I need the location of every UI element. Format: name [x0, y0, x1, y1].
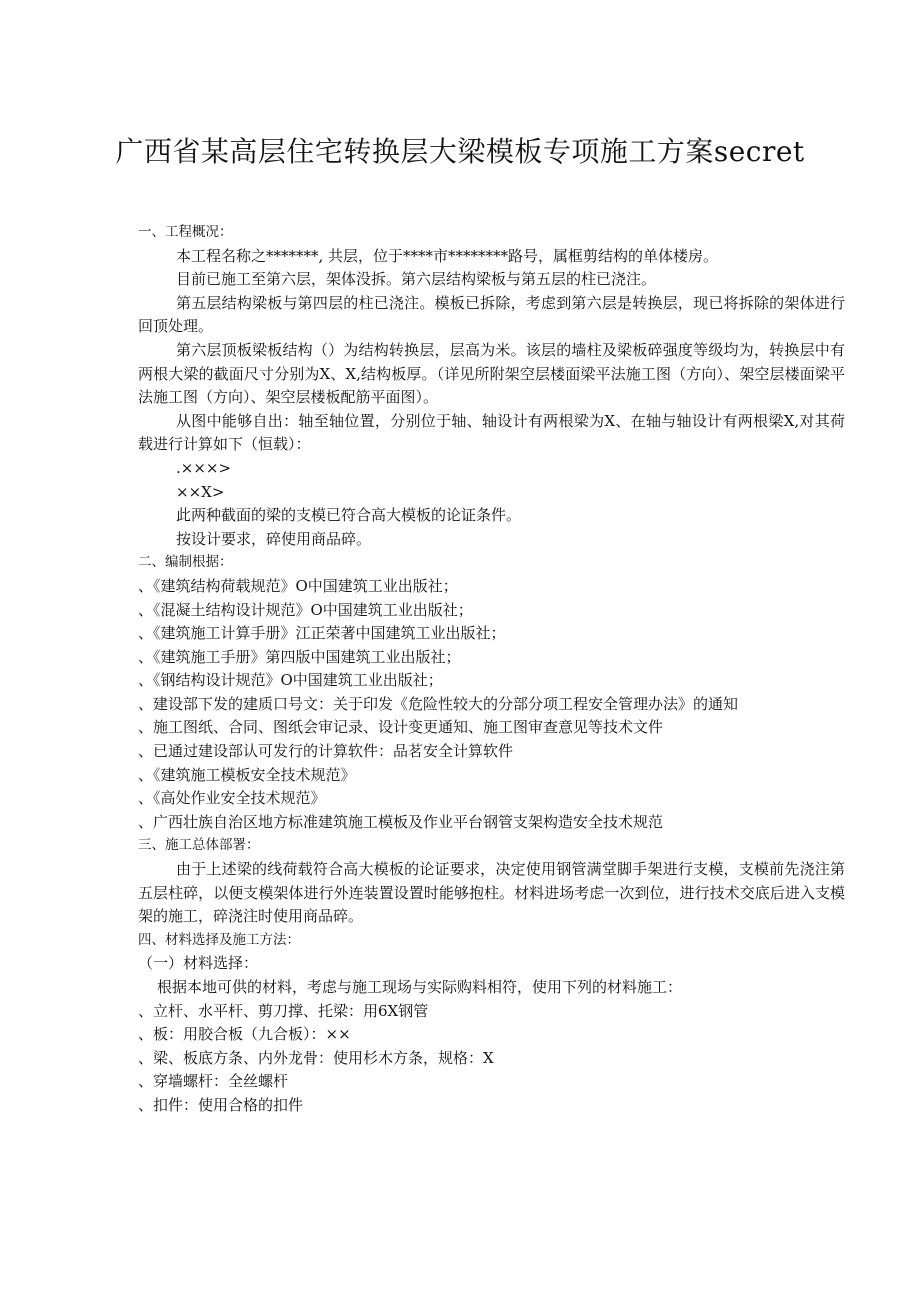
- paragraph: 目前已施工至第六层，架体没拆。第六层结构梁板与第五层的柱已浇注。: [176, 270, 657, 289]
- list-item: 、建设部下发的建质口号文：关于印发《危险性较大的分部分项工程安全管理办法》的通知: [138, 694, 739, 713]
- document-title: 广西省某高层住宅转换层大梁模板专项施工方案secret: [115, 135, 805, 168]
- list-item: 、《建筑施工手册》第四版中国建筑工业出版社；: [138, 647, 461, 666]
- paragraph: 第六层顶板梁板结构（）为结构转换层，层高为米。该层的墙柱及梁板碎强度等级均为，转换层中有两根大梁的截面尺寸分别为X、X,结构板厚。（详见所附架空层楼面梁平法施工图（方向）、架空层楼面梁平法施工图（方向）、架空层楼板配筋平面图）。: [138, 340, 845, 407]
- list-item: 、立杆、水平杆、剪刀撑、托梁：用6X钢管: [138, 1001, 429, 1020]
- section-heading: 四、材料选择及施工方法：: [138, 931, 300, 948]
- list-item: 、《建筑施工计算手册》江正荣著中国建筑工业出版社；: [138, 624, 506, 643]
- paragraph: 此两种截面的梁的支模已符合高大模板的论证条件。: [176, 506, 522, 525]
- formula-line: ××X>: [176, 482, 225, 501]
- list-item: 、《建筑施工模板安全技术规范》: [138, 765, 356, 784]
- list-item: 、已通过建设部认可发行的计算软件：品茗安全计算软件: [138, 742, 514, 761]
- section-heading: 一、工程概况：: [138, 224, 233, 240]
- list-item: 、《钢结构设计规范》O中国建筑工业出版社；: [138, 671, 443, 690]
- paragraph: 第五层结构梁板与第四层的柱已浇注。模板已拆除，考虑到第六层是转换层，现已将拆除的架体进行回顶处理。: [138, 293, 845, 336]
- list-item: 、梁、板底方条、内外龙骨：使用杉木方条，规格：X: [138, 1048, 494, 1067]
- list-item: 、穿墙螺杆：全丝螺杆: [138, 1072, 289, 1091]
- list-item: 、施工图纸、合同、图纸会审记录、设计变更通知、施工图审查意见等技术文件: [138, 718, 664, 737]
- section-heading: 二、编制根据：: [138, 554, 233, 571]
- document-body: [138, 221, 845, 1118]
- paragraph: 根据本地可供的材料，考虑与施工现场与实际购料相符，使用下列的材料施工：: [157, 978, 683, 996]
- list-item: 、板：用胶合板（九合板）：××: [138, 1025, 351, 1044]
- paragraph: 由于上述梁的线荷载符合高大模板的论证要求，决定使用钢管满堂脚手架进行支模，支模前先浇注第五层柱碎，以便支模架体进行外连装置设置时能够抱柱。材料进场考虑一次到位，进行技术交底后进入支模架的施工，碎浇注时使用商品碎。: [138, 860, 845, 926]
- list-item: 、《混凝土结构设计规范》O中国建筑工业出版社；: [138, 600, 473, 619]
- list-item: 、扣件：使用合格的扣件: [138, 1095, 304, 1114]
- list-item: 、广西壮族自治区地方标准建筑施工模板及作业平台钢管支架构造安全技术规范: [138, 812, 664, 831]
- list-item: 、《高处作业安全技术规范》: [138, 789, 326, 808]
- section-heading: 三、施工总体部署：: [138, 837, 260, 854]
- paragraph: 按设计要求，碎使用商品碎。: [176, 529, 372, 548]
- paragraph: 从图中能够自出：轴至轴位置，分别位于轴、轴设计有两根梁为X、在轴与轴设计有两根梁X,对其荷载进行计算如下（恒载）：: [138, 411, 845, 454]
- subsection-heading: （一）材料选择：: [138, 954, 259, 973]
- paragraph: 本工程名称之*******, 共层，位于****市********路号，属框剪结构的单体楼房。: [176, 246, 719, 265]
- list-item: 、《建筑结构荷载规范》O中国建筑工业出版社；: [138, 576, 458, 595]
- formula-line: .×××>: [176, 458, 232, 477]
